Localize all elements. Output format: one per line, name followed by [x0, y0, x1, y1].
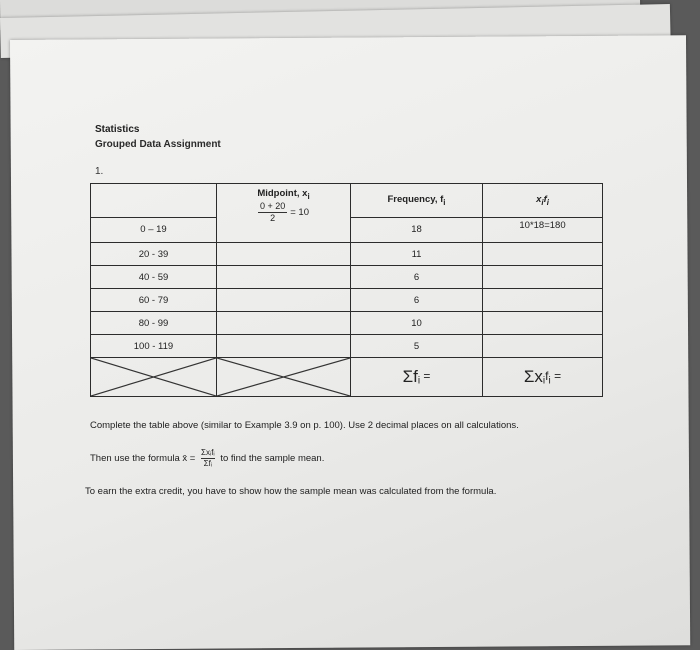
instruction-line-3: To earn the extra credit, you have to show how the sample mean was calculated from the formula. [85, 486, 497, 497]
class-cell: 60 - 79 [91, 289, 217, 312]
product-header-cell [483, 184, 603, 218]
frequency-cell: 18 [351, 217, 483, 242]
frequency-cell: 6 [351, 289, 483, 312]
product-cell [483, 335, 603, 358]
class-cell: 100 - 119 [91, 335, 217, 358]
product-sum-label: $\Sigma x_if_i$ = [523, 367, 562, 387]
cross-out-icon [217, 358, 350, 396]
frequency-sum-label: $\Sigma f_i$ = [402, 367, 431, 387]
product-cell [483, 266, 603, 289]
midpoint-header-label: Midpoint, $x_i$ [257, 188, 310, 201]
table-sum-row [91, 358, 603, 397]
crossed-out-cell [217, 358, 351, 397]
page-title: Statistics [95, 124, 140, 135]
midpoint-example-formula: $\frac{0 + 20}{2}$ = 10 [259, 200, 310, 223]
table-row [91, 289, 603, 312]
product-sum-cell [483, 358, 603, 397]
frequency-sum-cell [351, 358, 483, 397]
class-cell: 80 - 99 [91, 312, 217, 335]
midpoint-cell [217, 266, 351, 289]
grouped-data-table [90, 183, 603, 397]
table-row [91, 335, 603, 358]
midpoint-header-cell [217, 184, 351, 243]
table-row [91, 266, 603, 289]
frequency-cell: 5 [351, 335, 483, 358]
table-row [91, 312, 603, 335]
frequency-cell: 10 [351, 312, 483, 335]
crossed-out-cell [91, 358, 217, 397]
class-cell: 40 - 59 [91, 266, 217, 289]
table-row [91, 243, 603, 266]
instruction-line-1: Complete the table above (similar to Example 3.9 on p. 100). Use 2 decimal places on all calculations. [90, 420, 519, 431]
class-cell: 20 - 39 [91, 243, 217, 266]
frequency-cell: 11 [351, 243, 483, 266]
cross-out-icon [91, 358, 216, 396]
product-cell [483, 312, 603, 335]
page-subtitle: Grouped Data Assignment [95, 139, 221, 150]
product-cell [483, 243, 603, 266]
sample-mean-formula: $\frac{\text{Σxᵢfᵢ}}{\text{Σfᵢ}}$ [201, 448, 215, 468]
frequency-cell: 6 [351, 266, 483, 289]
frequency-header-cell [351, 184, 483, 218]
midpoint-cell [217, 289, 351, 312]
instruction-line-2: Then use the formula x̄ = $\frac{\text{Σxᵢfᵢ}}{\text{Σfᵢ}}$ to find the sample mean. [90, 448, 325, 468]
product-cell [483, 289, 603, 312]
midpoint-cell [217, 312, 351, 335]
midpoint-cell [217, 335, 351, 358]
question-number: 1. [95, 166, 104, 177]
table-header-row [91, 184, 603, 218]
midpoint-cell [217, 243, 351, 266]
class-cell: 0 – 19 [91, 217, 217, 242]
frequency-header-label: Frequency, $f_i$ [387, 193, 446, 207]
product-header-label: $x_if_i$ [536, 193, 549, 207]
product-cell: 10*18=180 [483, 217, 603, 242]
class-header-cell [91, 184, 217, 218]
